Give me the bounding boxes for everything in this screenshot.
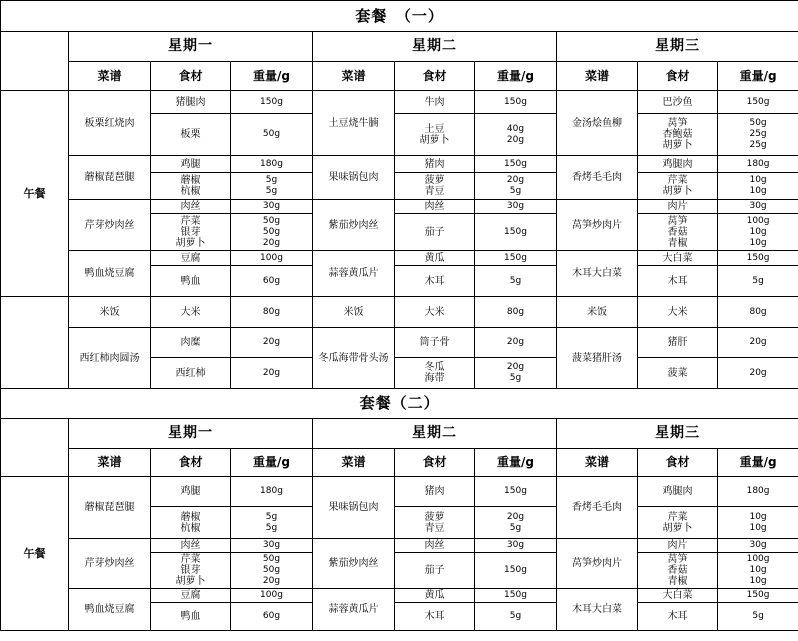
weight: 20g	[718, 358, 798, 389]
set1-title: 套餐 （一）	[1, 1, 798, 32]
header-weight: 重量/g	[475, 62, 557, 91]
header-dish: 菜谱	[557, 62, 638, 91]
meal-label: 午餐	[1, 91, 69, 297]
header-ingredient: 食材	[395, 62, 475, 91]
meal-label-blank	[1, 297, 69, 389]
dish-name: 米饭	[313, 297, 395, 328]
dish-name: 冬瓜海带骨头汤	[313, 328, 395, 389]
weight: 150g	[231, 91, 313, 114]
ingredient: 大米	[395, 297, 475, 328]
weight: 100g	[231, 589, 313, 603]
ingredient: 肉丝	[395, 200, 475, 214]
ingredient: 莴笋 香菇 青椒	[638, 553, 718, 589]
weight: 30g	[718, 200, 798, 214]
ingredient: 豆腐	[151, 589, 231, 603]
ingredient: 芹菜 银芽 胡萝卜	[151, 214, 231, 251]
set2-day-wed: 星期三	[557, 419, 798, 449]
weight: 150g	[475, 214, 557, 251]
weight: 180g	[718, 477, 798, 507]
dish-name: 鸭血烧豆腐	[69, 251, 151, 297]
weight: 5g 5g	[231, 173, 313, 200]
dish-name: 蒜蓉黄瓜片	[313, 251, 395, 297]
header-weight: 重量/g	[231, 62, 313, 91]
ingredient: 鸭血	[151, 603, 231, 631]
set1-day-mon: 星期一	[69, 32, 313, 62]
ingredient: 芹菜 银芽 胡萝卜	[151, 553, 231, 589]
meal-label: 午餐	[1, 477, 69, 631]
weight: 150g	[475, 251, 557, 266]
weight: 5g 5g	[231, 507, 313, 539]
weight: 20g	[231, 328, 313, 358]
ingredient: 巴沙鱼	[638, 91, 718, 114]
weight: 20g 5g	[475, 507, 557, 539]
ingredient: 猪肝	[638, 328, 718, 358]
weight: 5g	[718, 603, 798, 631]
dish-name: 板栗红烧肉	[69, 91, 151, 156]
header-dish: 菜谱	[557, 449, 638, 477]
weight: 20g	[718, 328, 798, 358]
header-weight: 重量/g	[475, 449, 557, 477]
weight: 180g	[231, 477, 313, 507]
weight: 50g 50g 20g	[231, 553, 313, 589]
weight: 80g	[718, 297, 798, 328]
ingredient: 肉糜	[151, 328, 231, 358]
dish-name: 西红柿肉圆汤	[69, 328, 151, 389]
header-dish: 菜谱	[313, 62, 395, 91]
ingredient: 木耳	[395, 266, 475, 297]
header-weight: 重量/g	[231, 449, 313, 477]
weight: 50g 25g 25g	[718, 114, 798, 156]
ingredient: 蘑椒 杭椒	[151, 173, 231, 200]
ingredient: 蘑椒 杭椒	[151, 507, 231, 539]
ingredient: 豆腐	[151, 251, 231, 266]
ingredient: 板栗	[151, 114, 231, 156]
weight: 150g	[475, 553, 557, 589]
weight: 30g	[475, 539, 557, 553]
ingredient: 鸡腿	[151, 477, 231, 507]
set2-corner	[1, 419, 69, 477]
weight: 10g 10g	[718, 507, 798, 539]
header-weight: 重量/g	[718, 449, 798, 477]
set2-day-tue: 星期二	[313, 419, 557, 449]
weight: 20g 5g	[475, 358, 557, 389]
ingredient: 筒子骨	[395, 328, 475, 358]
ingredient: 土豆 胡萝卜	[395, 114, 475, 156]
ingredient: 冬瓜 海带	[395, 358, 475, 389]
ingredient: 大白菜	[638, 251, 718, 266]
dish-name: 香烤毛毛肉	[557, 477, 638, 539]
header-dish: 菜谱	[313, 449, 395, 477]
ingredient: 肉丝	[151, 200, 231, 214]
ingredient: 肉丝	[395, 539, 475, 553]
ingredient: 鸡腿肉	[638, 156, 718, 173]
ingredient: 猪腿肉	[151, 91, 231, 114]
dish-name: 菠菜猪肝汤	[557, 328, 638, 389]
dish-name: 蘑椒琵琶腿	[69, 156, 151, 200]
weight: 80g	[475, 297, 557, 328]
ingredient: 大白菜	[638, 589, 718, 603]
ingredient: 大米	[638, 297, 718, 328]
ingredient: 茄子	[395, 553, 475, 589]
ingredient: 黄瓜	[395, 589, 475, 603]
ingredient: 猪肉	[395, 156, 475, 173]
ingredient: 鸡腿	[151, 156, 231, 173]
weight: 20g 5g	[475, 173, 557, 200]
weight: 20g	[475, 328, 557, 358]
dish-name: 芹芽炒肉丝	[69, 539, 151, 589]
weight: 100g 10g 10g	[718, 214, 798, 251]
dish-name: 蘑椒琵琶腿	[69, 477, 151, 539]
dish-name: 金汤烩鱼柳	[557, 91, 638, 156]
header-ingredient: 食材	[638, 449, 718, 477]
dish-name: 莴笋炒肉片	[557, 539, 638, 589]
dish-name: 蒜蓉黄瓜片	[313, 589, 395, 631]
header-ingredient: 食材	[151, 449, 231, 477]
dish-name: 果味锅包肉	[313, 477, 395, 539]
header-ingredient: 食材	[395, 449, 475, 477]
set1-corner	[1, 32, 69, 91]
dish-name: 米饭	[69, 297, 151, 328]
ingredient: 芹菜 胡萝卜	[638, 173, 718, 200]
weight: 180g	[231, 156, 313, 173]
weight: 5g	[475, 603, 557, 631]
ingredient: 茄子	[395, 214, 475, 251]
ingredient: 木耳	[638, 266, 718, 297]
ingredient: 大米	[151, 297, 231, 328]
ingredient: 莴笋 香菇 青椒	[638, 214, 718, 251]
weight: 150g	[718, 251, 798, 266]
set1-day-tue: 星期二	[313, 32, 557, 62]
ingredient: 菠萝 青豆	[395, 507, 475, 539]
dish-name: 木耳大白菜	[557, 251, 638, 297]
ingredient: 木耳	[395, 603, 475, 631]
ingredient: 菠菜	[638, 358, 718, 389]
weight: 20g	[231, 358, 313, 389]
ingredient: 肉片	[638, 200, 718, 214]
dish-name: 鸭血烧豆腐	[69, 589, 151, 631]
ingredient: 肉丝	[151, 539, 231, 553]
header-ingredient: 食材	[638, 62, 718, 91]
weight: 30g	[231, 200, 313, 214]
header-dish: 菜谱	[69, 62, 151, 91]
dish-name: 紫茄炒肉丝	[313, 200, 395, 251]
weight: 150g	[718, 589, 798, 603]
dish-name: 莴笋炒肉片	[557, 200, 638, 251]
weight: 10g 10g	[718, 173, 798, 200]
weight: 150g	[475, 156, 557, 173]
weight: 60g	[231, 603, 313, 631]
weight: 150g	[475, 91, 557, 114]
weight: 100g	[231, 251, 313, 266]
weight: 40g 20g	[475, 114, 557, 156]
header-dish: 菜谱	[69, 449, 151, 477]
ingredient: 肉片	[638, 539, 718, 553]
dish-name: 紫茄炒肉丝	[313, 539, 395, 589]
ingredient: 鸡腿肉	[638, 477, 718, 507]
weight: 50g	[231, 114, 313, 156]
weight: 100g 10g 10g	[718, 553, 798, 589]
ingredient: 芹菜 胡萝卜	[638, 507, 718, 539]
ingredient: 猪肉	[395, 477, 475, 507]
dish-name: 土豆烧牛腩	[313, 91, 395, 156]
ingredient: 鸭血	[151, 266, 231, 297]
weight: 5g	[718, 266, 798, 297]
weight: 150g	[475, 477, 557, 507]
dish-name: 香烤毛毛肉	[557, 156, 638, 200]
ingredient: 西红柿	[151, 358, 231, 389]
header-weight: 重量/g	[718, 62, 798, 91]
dish-name: 果味锅包肉	[313, 156, 395, 200]
weight: 30g	[475, 200, 557, 214]
set2-day-mon: 星期一	[69, 419, 313, 449]
weight: 150g	[718, 91, 798, 114]
dish-name: 芹芽炒肉丝	[69, 200, 151, 251]
ingredient: 菠萝 青豆	[395, 173, 475, 200]
set1-day-wed: 星期三	[557, 32, 798, 62]
dish-name: 木耳大白菜	[557, 589, 638, 631]
weight: 80g	[231, 297, 313, 328]
set2-title: 套餐（二）	[1, 389, 798, 419]
dish-name: 米饭	[557, 297, 638, 328]
weight: 30g	[718, 539, 798, 553]
ingredient: 木耳	[638, 603, 718, 631]
weight: 5g	[475, 266, 557, 297]
weight: 150g	[475, 589, 557, 603]
ingredient: 牛肉	[395, 91, 475, 114]
weight: 60g	[231, 266, 313, 297]
weight: 30g	[231, 539, 313, 553]
ingredient: 黄瓜	[395, 251, 475, 266]
ingredient: 莴笋 杏鲍菇 胡萝卜	[638, 114, 718, 156]
header-ingredient: 食材	[151, 62, 231, 91]
weight: 50g 50g 20g	[231, 214, 313, 251]
weight: 180g	[718, 156, 798, 173]
